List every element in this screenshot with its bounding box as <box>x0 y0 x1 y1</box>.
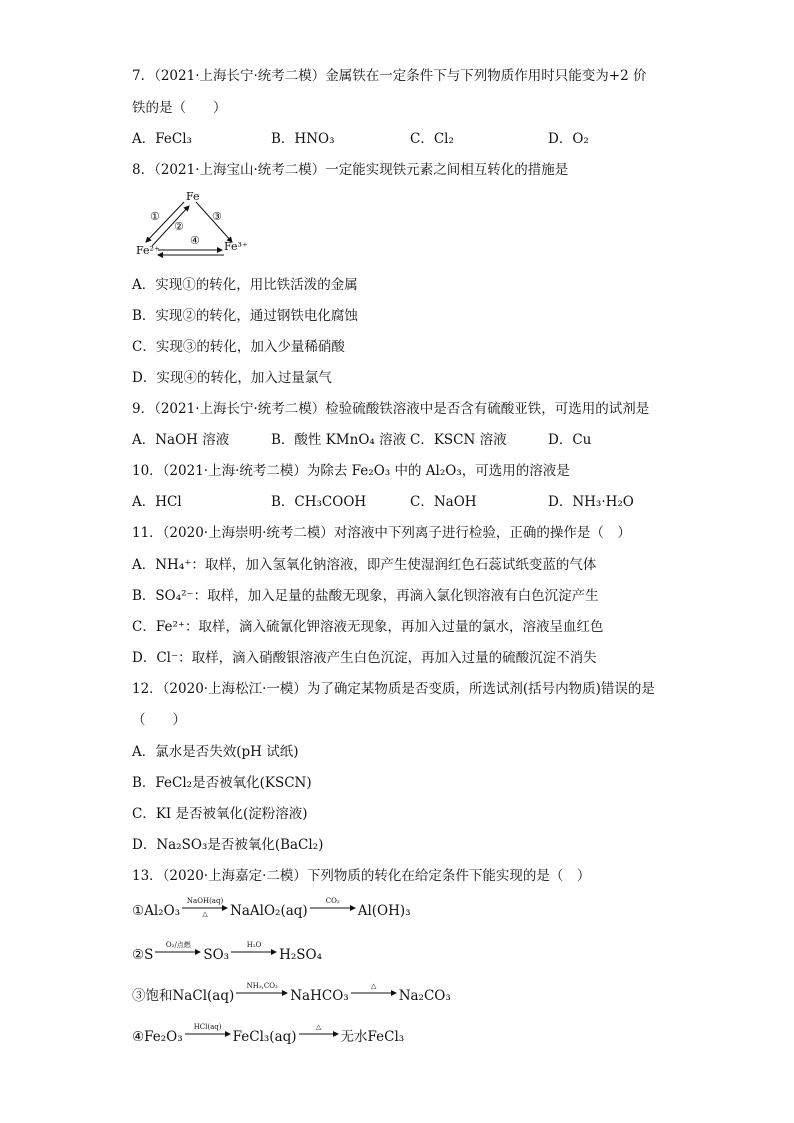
q9-option-c: C．KSCN 溶液 <box>410 432 507 448</box>
arrow-icon <box>299 1031 339 1037</box>
reaction-2-condition-2: H₂O <box>246 941 262 949</box>
reaction-3-reactant: ③饱和NaCl(aq) <box>132 988 235 1004</box>
arrow-icon <box>155 949 201 955</box>
arrow-icon <box>310 905 356 911</box>
iron-conversion-diagram <box>132 190 262 262</box>
q7-stem-line2: 铁的是（ ） <box>132 100 227 116</box>
reaction-4-product: 无水FeCl₃ <box>340 1029 405 1045</box>
reaction-3-arrow-2 <box>351 982 397 1003</box>
q11-stem: 11．（2020·上海崇明·统考二模）对溶液中下列离子进行检验，正确的操作是（ ） <box>132 525 631 541</box>
q7-option-a: A．FeCl₃ <box>132 131 192 147</box>
reaction-4-arrow-2 <box>299 1023 339 1044</box>
diagram-step-1: ① <box>150 210 160 223</box>
q10-stem: 10．（2021·上海·统考二模）为除去 Fe₂O₃ 中的 Al₂O₃，可选用的溶液是 <box>132 463 570 479</box>
arrow-icon <box>236 990 288 996</box>
q8-stem: 8．（2021·上海宝山·统考二模）一定能实现铁元素之间相互转化的措施是 <box>132 162 569 178</box>
q11-option-d: D．Cl⁻：取样，滴入硝酸银溶液产生白色沉淀，再加入过量的硫酸沉淀不消失 <box>132 650 597 666</box>
q13-stem: 13．（2020·上海嘉定·二模）下列物质的转化在给定条件下能实现的是（ ） <box>132 868 591 884</box>
q8-option-c: C．实现③的转化，加入少量稀硝酸 <box>132 339 345 355</box>
q12-option-a: A．氯水是否失效(pH 试纸) <box>132 744 299 760</box>
diagram-fe-label: Fe <box>186 190 200 203</box>
reaction-1-heat: △ <box>202 910 208 918</box>
reaction-1-arrow-1 <box>182 897 228 918</box>
reaction-4-condition-1: HCl(aq) <box>193 1023 222 1031</box>
q8-option-d: D．实现④的转化，加入过量氯气 <box>132 370 332 386</box>
diagram-fe2-label: Fe²⁺ <box>136 244 160 257</box>
reaction-1-intermediate: NaAlO₂(aq) <box>230 903 308 919</box>
q11-option-a: A．NH₄⁺：取样，加入氢氧化钠溶液，即产生使湿润红色石蕊试纸变蓝的气体 <box>132 557 597 573</box>
reaction-1-condition-2: CO₂ <box>325 897 340 905</box>
reaction-3-condition-2: △ <box>370 982 377 990</box>
arrow-icon <box>185 1031 231 1037</box>
reaction-1-reactant: ①Al₂O₃ <box>132 903 181 919</box>
q12-stem-line1: 12．（2020·上海松江·一模）为了确定某物质是否变质，所选试剂(括号内物质)错误的是 <box>132 681 655 697</box>
q10-option-c: C．NaOH <box>410 494 477 510</box>
q10-option-a: A．HCl <box>132 494 182 510</box>
q13-reaction-4 <box>132 1023 405 1048</box>
reaction-2-arrow-2 <box>231 941 277 962</box>
q9-option-d: D．Cu <box>548 432 592 448</box>
reaction-3-intermediate: NaHCO₃ <box>290 988 349 1004</box>
q10-option-d: D．NH₃·H₂O <box>548 494 634 510</box>
q13-reaction-2 <box>132 941 323 966</box>
diagram-fe3-label: Fe³⁺ <box>224 240 248 253</box>
q7-option-b: B．HNO₃ <box>271 131 335 147</box>
q13-reaction-3 <box>132 982 451 1007</box>
reaction-3-product: Na₂CO₃ <box>398 988 451 1004</box>
reaction-4-arrow-1 <box>185 1023 231 1044</box>
q8-option-b: B．实现②的转化，通过钢铁电化腐蚀 <box>132 308 358 324</box>
reaction-4-intermediate: FeCl₃(aq) <box>232 1029 297 1045</box>
q11-option-c: C．Fe²⁺：取样，滴入硫氰化钾溶液无现象，再加入过量的氯水，溶液呈血红色 <box>132 619 604 635</box>
q7-option-c: C．Cl₂ <box>410 131 454 147</box>
q9-option-b: B．酸性 KMnO₄ 溶液 <box>271 432 407 448</box>
q7-stem-line1: 7．（2021·上海长宁·统考二模）金属铁在一定条件下与下列物质作用时只能变为+2 价 <box>132 68 647 84</box>
reaction-1-condition-1: NaOH(aq) <box>186 897 224 905</box>
q13-reaction-1 <box>132 897 411 922</box>
reaction-1-product: Al(OH)₃ <box>357 903 411 919</box>
reaction-2-condition-1: O₂/点燃 <box>165 941 191 949</box>
q7-option-d: D．O₂ <box>548 131 589 147</box>
q9-option-a: A．NaOH 溶液 <box>132 432 230 448</box>
q11-option-b: B．SO₄²⁻：取样，加入足量的盐酸无现象，再滴入氯化钡溶液有白色沉淀产生 <box>132 588 599 604</box>
reaction-4-condition-2: △ <box>315 1023 322 1031</box>
diagram-step-4: ④ <box>190 234 200 247</box>
q12-option-b: B．FeCl₂是否被氧化(KSCN) <box>132 775 312 791</box>
reaction-3-arrow-1 <box>236 982 288 1003</box>
reaction-4-reactant: ④Fe₂O₃ <box>132 1029 183 1045</box>
arrow-icon <box>231 949 277 955</box>
reaction-3-condition-1: NH₃,CO₂ <box>246 982 278 990</box>
reaction-2-arrow-1 <box>155 941 201 962</box>
reaction-1-arrow-2 <box>310 897 356 918</box>
reaction-2-product: H₂SO₄ <box>279 947 323 963</box>
q9-stem: 9．（2021·上海长宁·统考二模）检验硫酸铁溶液中是否含有硫酸亚铁，可选用的试剂是 <box>132 401 650 417</box>
q8-option-a: A．实现①的转化，用比铁活泼的金属 <box>132 277 358 293</box>
reaction-2-reactant: ②S <box>132 947 154 963</box>
q12-option-d: D．Na₂SO₃是否被氧化(BaCl₂) <box>132 837 324 853</box>
q10-option-b: B．CH₃COOH <box>271 494 367 510</box>
diagram-step-3: ③ <box>212 210 222 223</box>
reaction-2-intermediate: SO₃ <box>203 947 230 963</box>
diagram-step-2: ② <box>174 220 184 233</box>
q12-stem-line2: （ ） <box>132 712 186 728</box>
arrow-icon <box>351 990 397 996</box>
q12-option-c: C．KI 是否被氧化(淀粉溶液) <box>132 806 308 822</box>
